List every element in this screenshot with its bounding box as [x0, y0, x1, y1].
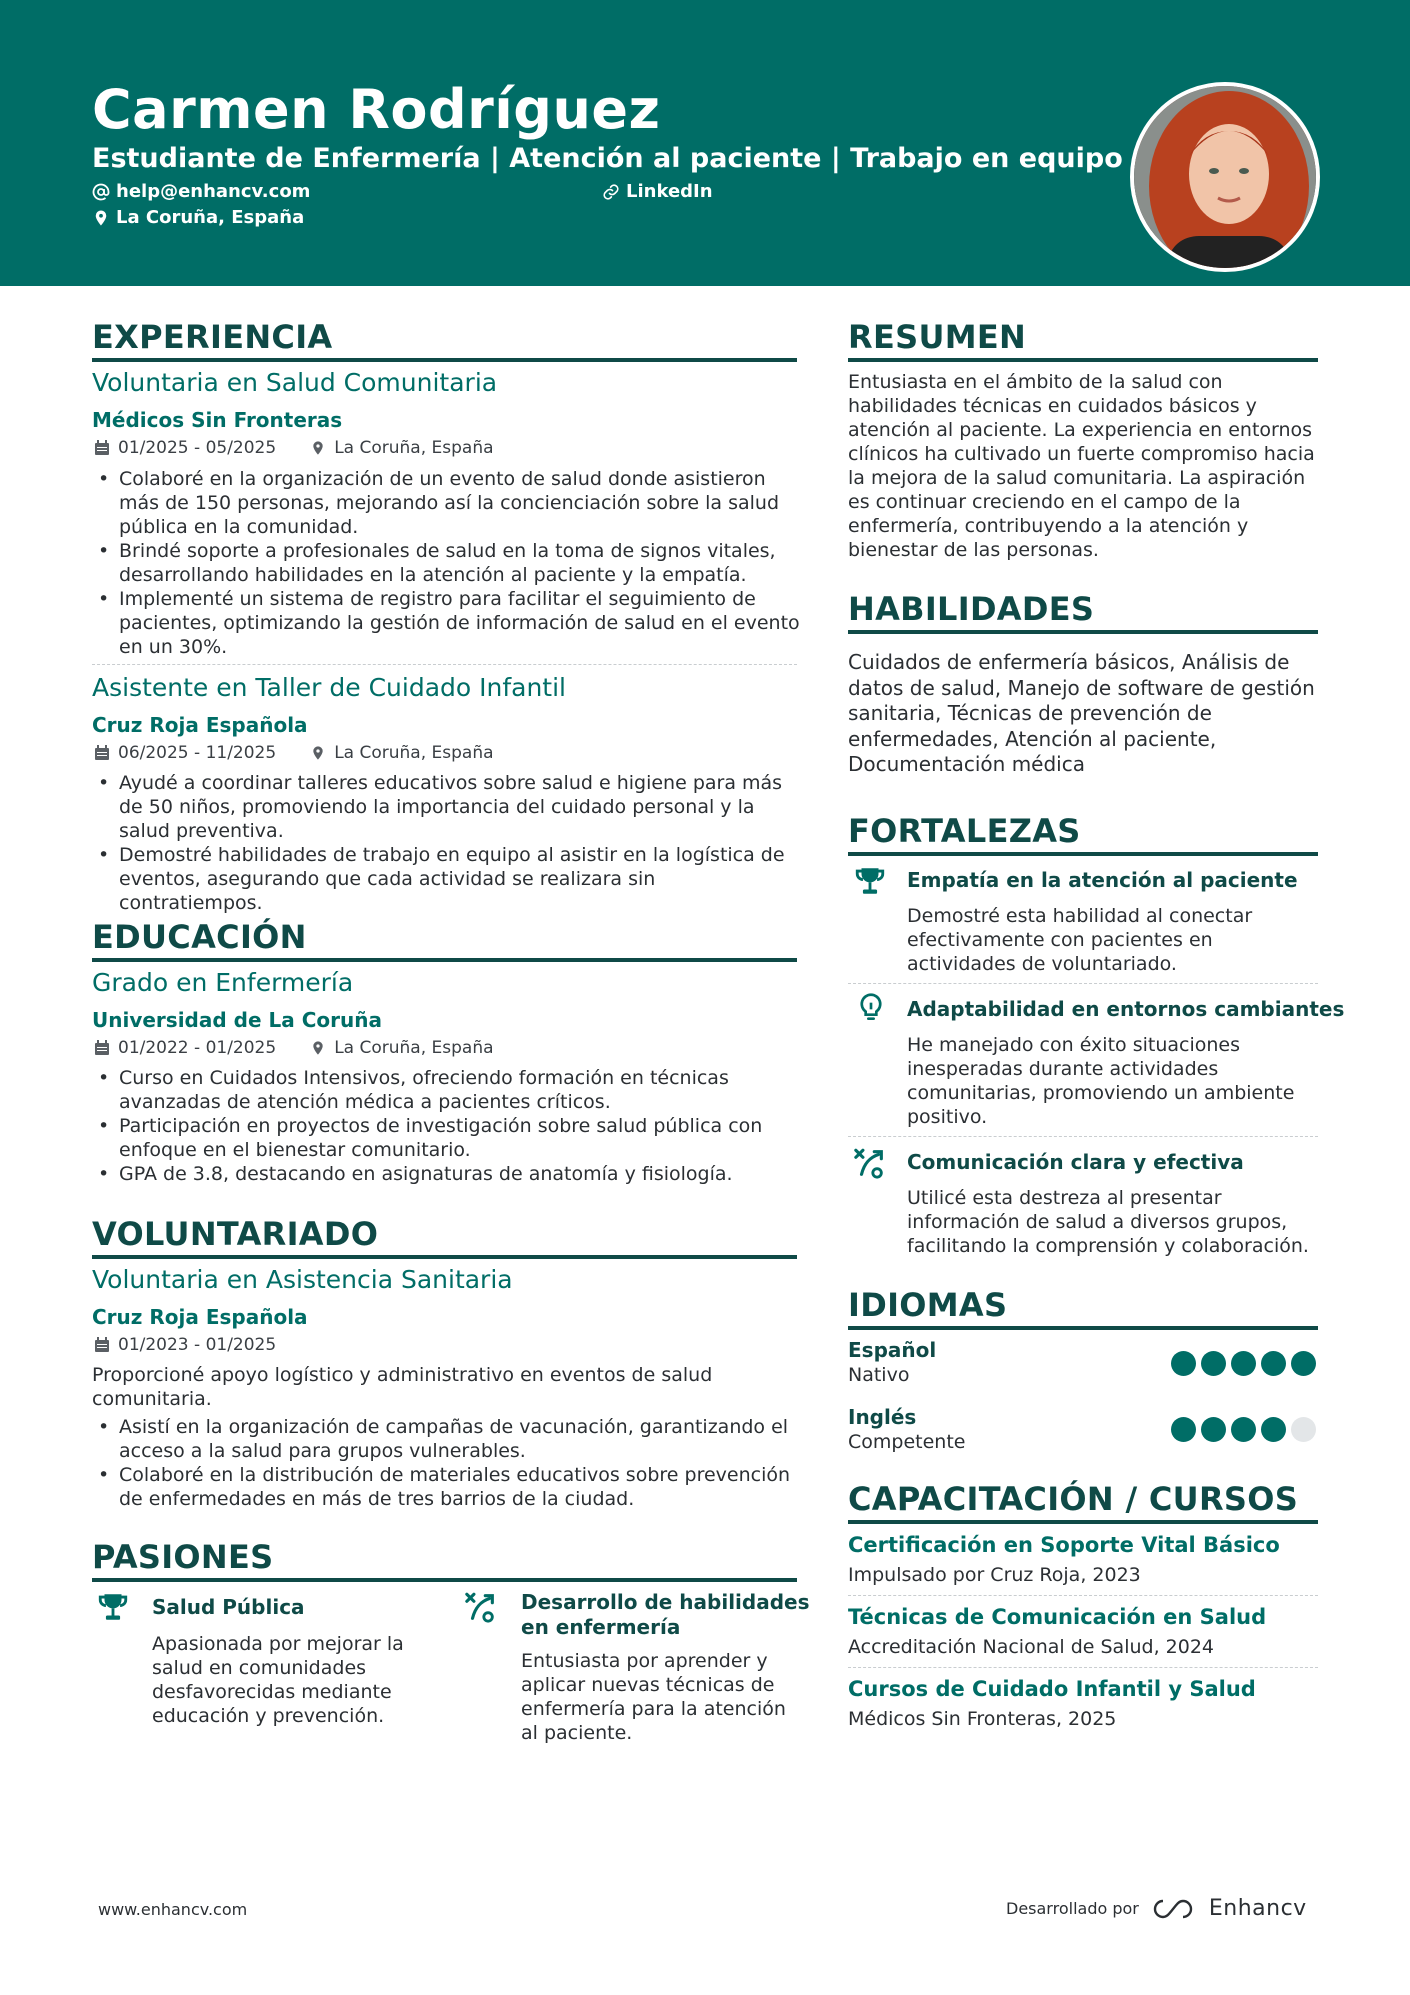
contact-email[interactable] [92, 181, 310, 202]
list-item: • Participación en proyectos de investigación sobre salud pública con enfoque en el bienestar comunitario. [92, 1114, 800, 1162]
rating-dot-filled [1261, 1417, 1286, 1442]
section-rule [848, 1326, 1318, 1330]
volunteering-role: Voluntaria en Asistencia Sanitaria [92, 1265, 513, 1294]
rating-dot-filled [1201, 1351, 1226, 1376]
language-name: Español [848, 1338, 937, 1362]
contact-location [92, 207, 304, 228]
volunteering-bullets [92, 1415, 800, 1511]
section-rule [92, 1578, 797, 1582]
calendar-icon [94, 440, 110, 456]
divider [848, 1667, 1318, 1668]
passion-text: Apasionada por mejorar la salud en comunidades desfavorecidas mediante educación y prevención. [152, 1633, 404, 1727]
rating-dot-filled [1231, 1351, 1256, 1376]
list-item: • Brindé soporte a profesionales de salud en la toma de signos vitales, desarrollando habilidades en la atención al paciente y la empatía. [92, 539, 800, 587]
location-pin-icon [310, 440, 326, 456]
course-sub: Médicos Sin Fronteras, 2025 [848, 1708, 1117, 1730]
location-text: La Coruña, España [116, 207, 305, 228]
list-item: • Asistí en la organización de campañas de vacunación, garantizando el acceso a la salud para grupos vulnerables. [92, 1415, 800, 1463]
experience-org: Médicos Sin Fronteras [92, 408, 343, 432]
language-rating [1171, 1417, 1316, 1442]
rating-dot-filled [1231, 1417, 1256, 1442]
calendar-icon [94, 1040, 110, 1056]
rating-dot-empty [1291, 1417, 1316, 1442]
strength-text: Demostré esta habilidad al conectar efectivamente con pacientes en actividades de voluntariado. [907, 905, 1253, 975]
experience-org: Cruz Roja Española [92, 713, 308, 737]
strength-title: Empatía en la atención al paciente [907, 868, 1298, 892]
location-pin-icon [310, 1040, 326, 1056]
course-sub: Impulsado por Cruz Roja, 2023 [848, 1564, 1141, 1586]
section-title-strengths: FORTALEZAS [848, 812, 1081, 850]
portrait-illustration [1134, 86, 1320, 272]
volunteering-meta [94, 1335, 276, 1355]
rating-dot-filled [1291, 1351, 1316, 1376]
rating-dot-filled [1261, 1351, 1286, 1376]
experience-bullets [92, 467, 800, 659]
candidate-headline: Estudiante de Enfermería | Atención al paciente | Trabajo en equipo [92, 143, 1123, 174]
experience-location: La Coruña, España [334, 438, 494, 458]
linkedin-text: LinkedIn [626, 181, 713, 202]
experience-meta [94, 743, 494, 763]
list-item: • GPA de 3.8, destacando en asignaturas de anatomía y fisiología. [92, 1162, 800, 1186]
strategy-icon [464, 1590, 498, 1624]
calendar-icon [94, 745, 110, 761]
location-pin-icon [92, 209, 110, 227]
resume-header [0, 0, 1410, 286]
list-item: • Demostré habilidades de trabajo en equipo al asistir en la logística de eventos, asegurando que cada actividad se realizara sin contratiempos. [92, 843, 800, 915]
language-level: Nativo [848, 1364, 910, 1386]
location-pin-icon [310, 745, 326, 761]
divider [848, 983, 1318, 984]
experience-role: Asistente en Taller de Cuidado Infantil [92, 673, 566, 702]
volunteering-description: Proporcioné apoyo logístico y administrativo en eventos de salud comunitaria. [92, 1364, 713, 1410]
language-level: Competente [848, 1431, 966, 1453]
strength-title: Comunicación clara y efectiva [907, 1150, 1244, 1174]
education-school: Universidad de La Coruña [92, 1008, 382, 1032]
experience-location: La Coruña, España [334, 743, 494, 763]
list-item: • Ayudé a coordinar talleres educativos sobre salud e higiene para más de 50 niños, promoviendo la importancia del cuidado personal y la salud preventiva. [92, 771, 800, 843]
course-sub: Accreditación Nacional de Salud, 2024 [848, 1636, 1215, 1658]
brand-name: Enhancv [1208, 1896, 1307, 1921]
lightbulb-icon [855, 990, 887, 1026]
profile-photo [1130, 82, 1320, 272]
section-rule [848, 358, 1318, 362]
divider [92, 664, 797, 665]
volunteering-org: Cruz Roja Española [92, 1305, 308, 1329]
footer-website[interactable]: www.enhancv.com [98, 1900, 248, 1919]
strength-text: He manejado con éxito situaciones inesperadas durante actividades comunitarias, promoviendo un ambiente positivo. [907, 1034, 1295, 1128]
education-dates: 01/2022 - 01/2025 [118, 1038, 277, 1058]
section-rule [848, 1520, 1318, 1524]
divider [848, 1595, 1318, 1596]
section-title-courses: CAPACITACIÓN / CURSOS [848, 1480, 1299, 1518]
section-title-volunteering: VOLUNTARIADO [92, 1215, 379, 1253]
section-rule [92, 958, 797, 962]
footer-branding [1006, 1896, 1307, 1921]
rating-dot-filled [1171, 1351, 1196, 1376]
strength-text: Utilicé esta destreza al presentar información de salud a diversos grupos, facilitando la comprensión y colaboración. [907, 1187, 1309, 1257]
enhancv-logo-icon [1151, 1897, 1197, 1921]
section-title-skills: HABILIDADES [848, 590, 1095, 628]
section-rule [848, 630, 1318, 634]
rating-dot-filled [1171, 1417, 1196, 1442]
link-icon [602, 183, 620, 201]
trophy-icon [853, 864, 887, 898]
section-title-experience: EXPERIENCIA [92, 318, 333, 356]
list-item: • Curso en Cuidados Intensivos, ofreciendo formación en técnicas avanzadas de atención médica a pacientes críticos. [92, 1066, 800, 1114]
section-title-education: EDUCACIÓN [92, 918, 307, 956]
calendar-icon [94, 1337, 110, 1353]
section-title-passions: PASIONES [92, 1538, 274, 1576]
divider [848, 1136, 1318, 1137]
section-title-summary: RESUMEN [848, 318, 1027, 356]
experience-bullets [92, 771, 800, 915]
skills-text: Cuidados de enfermería básicos, Análisis de datos de salud, Manejo de software de gestión sanitaria, Técnicas de prevención de enfermedades, Atención al paciente, Documentación médica [848, 650, 1315, 776]
rating-dot-filled [1201, 1417, 1226, 1442]
course-title: Técnicas de Comunicación en Salud [848, 1605, 1267, 1629]
passion-title: Desarrollo de habilidades en enfermería [521, 1590, 810, 1639]
list-item: • Colaboré en la distribución de materiales educativos sobre prevención de enfermedades en más de tres barrios de la ciudad. [92, 1463, 800, 1511]
summary-text: Entusiasta en el ámbito de la salud con habilidades técnicas en cuidados básicos y atención al paciente. La experiencia en entornos clínicos ha cultivado un fuerte compromiso hacia la mejora de la salud comunitaria. La aspiración es continuar creciendo en el campo de la enfermería, contribuyendo a la atención y bienestar de las personas. [848, 371, 1315, 561]
education-meta [94, 1038, 494, 1058]
at-icon [92, 183, 110, 201]
experience-dates: 06/2025 - 11/2025 [118, 743, 277, 763]
experience-role: Voluntaria en Salud Comunitaria [92, 368, 498, 397]
course-title: Certificación en Soporte Vital Básico [848, 1533, 1280, 1557]
list-item: • Colaboré en la organización de un evento de salud donde asistieron más de 150 personas, mejorando así la concienciación sobre la salud pública en la comunidad. [92, 467, 800, 539]
contact-linkedin[interactable] [602, 181, 713, 202]
volunteering-dates: 01/2023 - 01/2025 [118, 1335, 277, 1355]
passion-text: Entusiasta por aprender y aplicar nuevas técnicas de enfermería para la atención al paciente. [521, 1650, 786, 1744]
section-rule [848, 852, 1318, 856]
strategy-icon [853, 1146, 887, 1180]
language-name: Inglés [848, 1405, 917, 1429]
education-location: La Coruña, España [334, 1038, 494, 1058]
strength-title: Adaptabilidad en entornos cambiantes [907, 997, 1345, 1021]
course-title: Cursos de Cuidado Infantil y Salud [848, 1677, 1256, 1701]
education-degree: Grado en Enfermería [92, 968, 354, 997]
experience-meta [94, 438, 494, 458]
candidate-name: Carmen Rodríguez [92, 78, 661, 141]
education-bullets [92, 1066, 800, 1186]
section-rule [92, 1255, 797, 1259]
section-rule [92, 358, 797, 362]
powered-by-text: Desarrollado por [1006, 1899, 1139, 1918]
email-text: help@enhancv.com [116, 181, 311, 202]
section-title-languages: IDIOMAS [848, 1286, 1008, 1324]
experience-dates: 01/2025 - 05/2025 [118, 438, 277, 458]
list-item: • Implementé un sistema de registro para facilitar el seguimiento de pacientes, optimizando la gestión de información de salud en el evento en un 30%. [92, 587, 800, 659]
passion-title: Salud Pública [152, 1595, 305, 1619]
trophy-icon [96, 1590, 130, 1624]
language-rating [1171, 1351, 1316, 1376]
